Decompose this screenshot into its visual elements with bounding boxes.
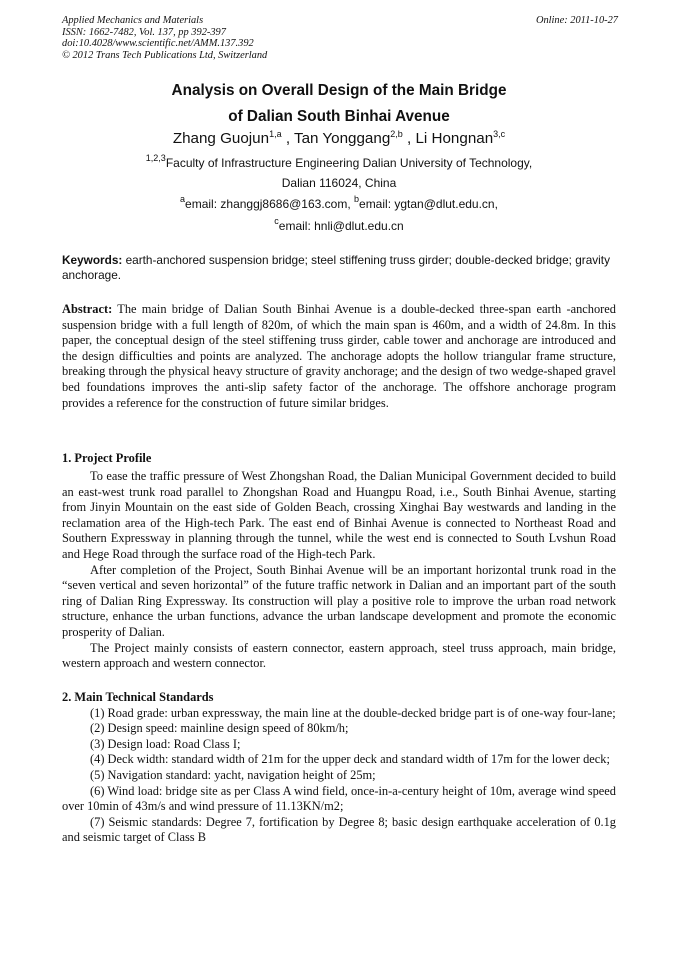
affiliation-text: Faculty of Infrastructure Engineering Dalian University of Technology, bbox=[165, 156, 533, 170]
email-line-2 bbox=[62, 216, 616, 233]
paragraph: To ease the traffic pressure of West Zhongshan Road, the Dalian Municipal Government decided to build an east-west trunk road parallel to Zhongshan Road and Huangpu Road, i.e., South Binhai Avenue, starting from Jinyin Mountain on the east side of Golden Beach, crossing Xinghai Bay westwards and landing in the reclamation area of the High-tech Park. The east end of Binhai Avenue is connected to Northeast Road and Southern Expressway in planning through the tunnel, while the west end is connected to South Lvshun Road and Hege Road through the surface road of the High-tech Park. bbox=[62, 469, 616, 561]
standard-item: (6) Wind load: bridge site as per Class A wind field, once-in-a-century height of 10m, average wind speed over 10min of 43m/s and wind pressure of 11.13KN/m2; bbox=[62, 783, 616, 814]
affiliation-line-1 bbox=[62, 153, 616, 170]
section-2-heading: 2. Main Technical Standards bbox=[62, 690, 214, 704]
paragraph: After completion of the Project, South Binhai Avenue will be an important horizontal trunk road in the “seven vertical and seven horizontal” of the future traffic network in Dalian and an important part of the south ring of Dalian Ring Expressway. Its construction will play a positive role to improve the urban road network structure, enhance the urban functions, advance the urban landscape development and promote the economic prosperity of Dalian. bbox=[62, 562, 616, 639]
email-b: email: ygtan@dlut.edu.cn, bbox=[359, 197, 498, 211]
author-name: Zhang Guojun bbox=[172, 130, 270, 147]
paper-title-line-2: of Dalian South Binhai Avenue bbox=[228, 108, 450, 125]
abstract-label: Abstract: bbox=[62, 302, 113, 316]
standard-item: (1) Road grade: urban expressway, the main line at the double-decked bridge part is of one-way four-lane; bbox=[90, 705, 616, 720]
keywords-label: Keywords: bbox=[62, 253, 123, 267]
journal-issn: ISSN: 1662-7482, Vol. 137, pp 392-397 bbox=[62, 26, 226, 38]
email-sup-c: c bbox=[274, 216, 279, 226]
standard-item: (5) Navigation standard: yacht, navigation height of 25m; bbox=[90, 767, 376, 782]
section-1-body bbox=[62, 469, 616, 672]
affiliation-line-2: Dalian 116024, China bbox=[281, 176, 397, 190]
standard-item: (7) Seismic standards: Degree 7, fortification by Degree 8; basic design earthquake acceleration of 0.1g and seismic target of Class B bbox=[62, 814, 616, 845]
abstract-text: The main bridge of Dalian South Binhai Avenue is a double-decked three-span earth -anchored suspension bridge with a full length of 820m, of which the main span is 460m, and a width of 24.8m. In this paper, the conceptual design of the steel stiffening truss girder, cable tower and anchorage are introduced and the design difficulties and points are analyzed. The anchorage adopts the hollow triangular frame structure, breaking through the physical heavy structure of gravity anchorage; and the design of two wedge-shaped gravel bed foundations improves the anti-slip safety factor of the anchorage. The offshore anchorage program provides a reference for the construction of future similar bridges. bbox=[62, 302, 616, 410]
paper-title-line-1: Analysis on Overall Design of the Main Bridge bbox=[171, 82, 507, 99]
abstract bbox=[62, 302, 616, 411]
journal-doi: doi:10.4028/www.scientific.net/AMM.137.392 bbox=[62, 38, 254, 50]
author-sup: 3,c bbox=[493, 129, 506, 139]
journal-header bbox=[62, 15, 622, 61]
author-sup: 2,b bbox=[390, 129, 403, 139]
keywords-text: earth-anchored suspension bridge; steel stiffening truss girder; double-decked bridge; gravity anchorage. bbox=[62, 253, 610, 282]
standard-item: (4) Deck width: standard width of 21m for the upper deck and standard width of 17m for the lower deck; bbox=[90, 752, 610, 767]
section-2 bbox=[62, 690, 616, 846]
keywords bbox=[62, 253, 616, 283]
journal-name: Applied Mechanics and Materials bbox=[62, 15, 204, 26]
section-1-heading: 1. Project Profile bbox=[62, 451, 152, 465]
author-name: Tan Yonggang bbox=[293, 130, 391, 147]
standard-item: (3) Design load: Road Class I; bbox=[90, 736, 241, 751]
online-date: Online: 2011-10-27 bbox=[535, 15, 618, 26]
standard-item: (2) Design speed: mainline design speed of 80km/h; bbox=[90, 721, 349, 736]
email-a: email: zhanggj8686@163.com, bbox=[185, 197, 354, 211]
email-c: email: hnli@dlut.edu.cn bbox=[278, 219, 404, 233]
paragraph: The Project mainly consists of eastern connector, eastern approach, steel truss approach, main bridge, western approach and western connector. bbox=[62, 640, 616, 671]
email-sup-b: b bbox=[354, 194, 360, 204]
email-line-1 bbox=[62, 194, 616, 211]
author-name: Li Hongnan bbox=[415, 130, 494, 147]
email-sup-a: a bbox=[180, 194, 186, 204]
journal-copyright: © 2012 Trans Tech Publications Ltd, Switzerland bbox=[62, 49, 268, 61]
author-sup: 1,a bbox=[269, 129, 282, 139]
affiliation-sup: 1,2,3 bbox=[145, 153, 166, 163]
author-list: Zhang Guojun$^{1,a}$ , Tan Yonggang$^{2,b}$ , Li Hongnan$^{3,c}$ bbox=[172, 129, 506, 147]
